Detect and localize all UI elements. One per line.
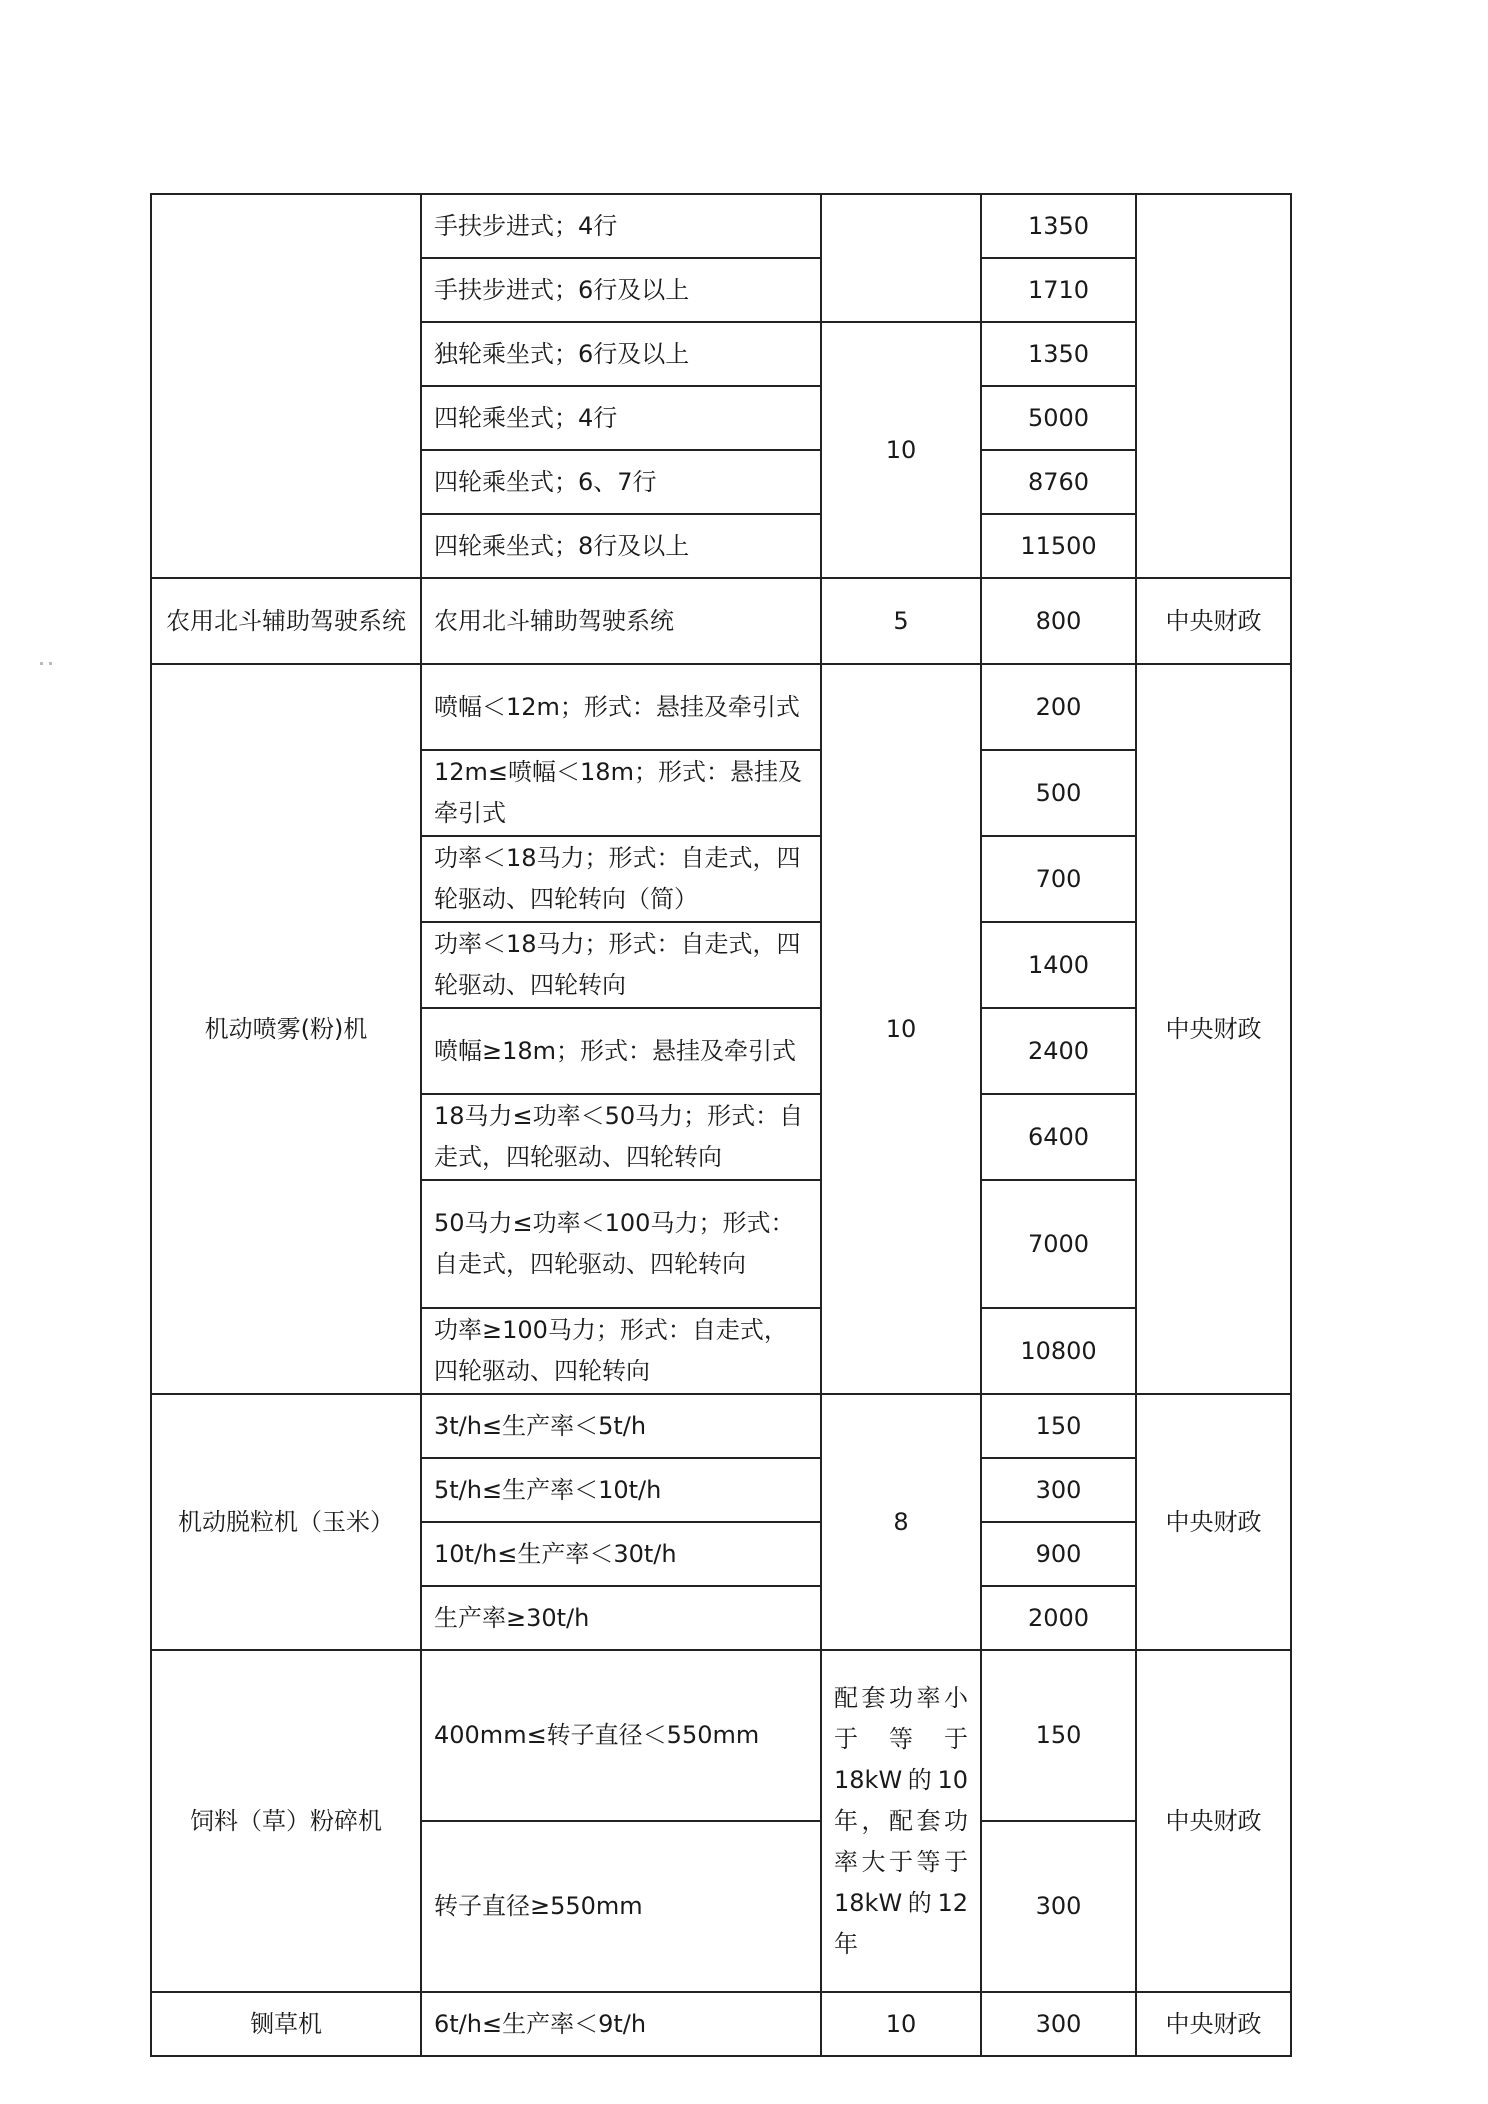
amount-cell: 2000 [981,1586,1136,1650]
amount-cell: 6400 [981,1094,1136,1180]
years-cell: 5 [821,578,981,664]
spec-cell: 6t/h≤生产率＜9t/h [421,1992,821,2056]
spec-cell: 转子直径≥550mm [421,1821,821,1992]
years-cell: 8 [821,1394,981,1650]
amount-cell: 7000 [981,1180,1136,1308]
spec-cell: 功率＜18马力；形式：自走式，四轮驱动、四轮转向 [421,922,821,1008]
spec-cell: 功率≥100马力；形式：自走式，四轮驱动、四轮转向 [421,1308,821,1394]
amount-cell: 1350 [981,194,1136,258]
category-cell: 饲料（草）粉碎机 [151,1650,421,1992]
source-cell: 中央财政 [1136,1992,1291,2056]
category-cell [151,194,421,578]
category-cell: 机动喷雾(粉)机 [151,664,421,1394]
spec-cell: 3t/h≤生产率＜5t/h [421,1394,821,1458]
source-cell: 中央财政 [1136,1650,1291,1992]
amount-cell: 300 [981,1458,1136,1522]
spec-cell: 喷幅＜12m；形式：悬挂及牵引式 [421,664,821,750]
source-cell: 中央财政 [1136,664,1291,1394]
amount-cell: 1350 [981,322,1136,386]
scan-speck [40,650,70,653]
years-cell [821,194,981,322]
spec-cell: 50马力≤功率＜100马力；形式：自走式，四轮驱动、四轮转向 [421,1180,821,1308]
spec-cell: 生产率≥30t/h [421,1586,821,1650]
spec-cell: 手扶步进式；4行 [421,194,821,258]
spec-cell: 5t/h≤生产率＜10t/h [421,1458,821,1522]
source-cell: 中央财政 [1136,1394,1291,1650]
amount-cell: 500 [981,750,1136,836]
amount-cell: 200 [981,664,1136,750]
amount-cell: 700 [981,836,1136,922]
amount-cell: 10800 [981,1308,1136,1394]
table-row [151,1650,1291,1821]
amount-cell: 900 [981,1522,1136,1586]
amount-cell: 5000 [981,386,1136,450]
amount-cell: 300 [981,1992,1136,2056]
amount-cell: 300 [981,1821,1136,1992]
spec-cell: 18马力≤功率＜50马力；形式：自走式，四轮驱动、四轮转向 [421,1094,821,1180]
source-cell: 中央财政 [1136,578,1291,664]
amount-cell: 150 [981,1394,1136,1458]
table-row [151,664,1291,750]
category-cell: 铡草机 [151,1992,421,2056]
amount-cell: 800 [981,578,1136,664]
amount-cell: 1400 [981,922,1136,1008]
table-row [151,1992,1291,2056]
years-cell: 10 [821,1992,981,2056]
amount-cell: 2400 [981,1008,1136,1094]
amount-cell: 1710 [981,258,1136,322]
spec-cell: 四轮乘坐式；4行 [421,386,821,450]
spec-cell: 四轮乘坐式；6、7行 [421,450,821,514]
spec-cell: 四轮乘坐式；8行及以上 [421,514,821,578]
spec-cell: 独轮乘坐式；6行及以上 [421,322,821,386]
years-cell: 配套功率小于等于18kW的10年，配套功率大于等于18kW的12年 [821,1650,981,1992]
category-cell: 农用北斗辅助驾驶系统 [151,578,421,664]
spec-cell: 10t/h≤生产率＜30t/h [421,1522,821,1586]
table-row [151,578,1291,664]
years-cell: 10 [821,322,981,578]
amount-cell: 8760 [981,450,1136,514]
source-cell [1136,194,1291,578]
spec-cell: 功率＜18马力；形式：自走式，四轮驱动、四轮转向（简） [421,836,821,922]
spec-cell: 400mm≤转子直径＜550mm [421,1650,821,1821]
spec-cell: 手扶步进式；6行及以上 [421,258,821,322]
amount-cell: 150 [981,1650,1136,1821]
years-cell: 10 [821,664,981,1394]
amount-cell: 11500 [981,514,1136,578]
spec-cell: 农用北斗辅助驾驶系统 [421,578,821,664]
spec-cell: 喷幅≥18m；形式：悬挂及牵引式 [421,1008,821,1094]
spec-cell: 12m≤喷幅＜18m；形式：悬挂及牵引式 [421,750,821,836]
subsidy-table [150,193,1292,2057]
table-row [151,1394,1291,1458]
table-row [151,194,1291,258]
category-cell: 机动脱粒机（玉米） [151,1394,421,1650]
